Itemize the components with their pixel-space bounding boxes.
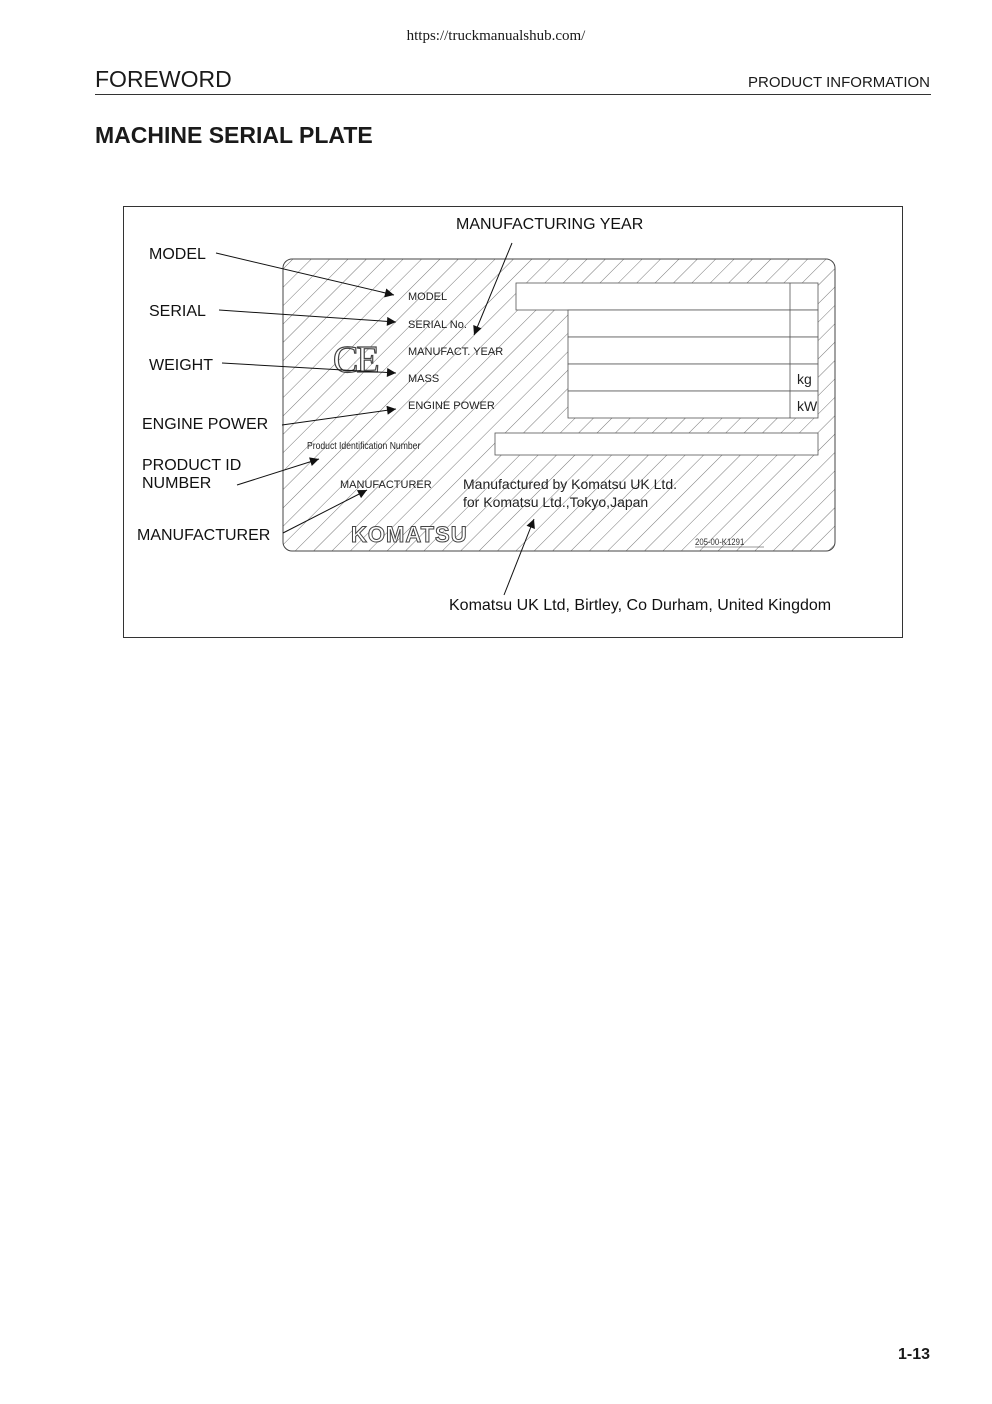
mass-value-box	[568, 364, 818, 391]
subsection-title: PRODUCT INFORMATION	[748, 74, 930, 91]
model-value-box	[516, 283, 818, 310]
header-divider	[95, 94, 931, 95]
ce-mark-icon	[333, 339, 378, 381]
plate-label-year: MANUFACT. YEAR	[408, 346, 504, 358]
komatsu-logo	[351, 522, 468, 547]
source-url: https://truckmanualshub.com/	[406, 28, 586, 44]
manufactured-by-line2: for Komatsu Ltd.,Tokyo,Japan	[463, 494, 649, 510]
callout-product-id-line1: PRODUCT ID	[142, 457, 242, 474]
svg-text:CE: CE	[333, 339, 378, 381]
unit-kw: kW	[797, 398, 818, 414]
plate-label-engine-power: ENGINE POWER	[408, 400, 495, 412]
page-number: 1-13	[897, 1346, 930, 1363]
callout-manufacturing-year: MANUFACTURING YEAR	[456, 216, 644, 233]
plate-label-mass: MASS	[408, 373, 440, 385]
engine-power-value-box	[568, 391, 818, 418]
year-value-box	[568, 337, 818, 364]
callout-address: Komatsu UK Ltd, Birtley, Co Durham, United Kingdom	[449, 597, 832, 614]
manufactured-by-line1: Manufactured by Komatsu UK Ltd.	[463, 476, 677, 492]
product-id-value-box	[495, 433, 818, 455]
plate-label-serial: SERIAL No.	[408, 319, 467, 331]
drawing-code: 205-00-K1291	[695, 536, 745, 548]
plate-label-model: MODEL	[408, 291, 448, 303]
callout-manufacturer: MANUFACTURER	[137, 527, 271, 544]
svg-text:KOMATSU: KOMATSU	[351, 522, 468, 547]
callout-product-id-line2: NUMBER	[142, 475, 212, 492]
serial-value-box	[568, 310, 818, 337]
callout-model: MODEL	[149, 246, 206, 263]
callout-serial: SERIAL	[149, 303, 206, 320]
serial-plate-figure	[123, 206, 903, 638]
serial-plate-drawing	[124, 207, 902, 637]
product-id-plate-label: Product Identification Number	[307, 440, 421, 453]
section-title: FOREWORD	[95, 66, 232, 92]
callout-engine-power: ENGINE POWER	[142, 416, 269, 433]
page-title: MACHINE SERIAL PLATE	[95, 122, 373, 148]
manufacturer-plate-label: MANUFACTURER	[340, 479, 432, 491]
unit-kg: kg	[797, 371, 812, 387]
callout-weight: WEIGHT	[149, 357, 213, 374]
